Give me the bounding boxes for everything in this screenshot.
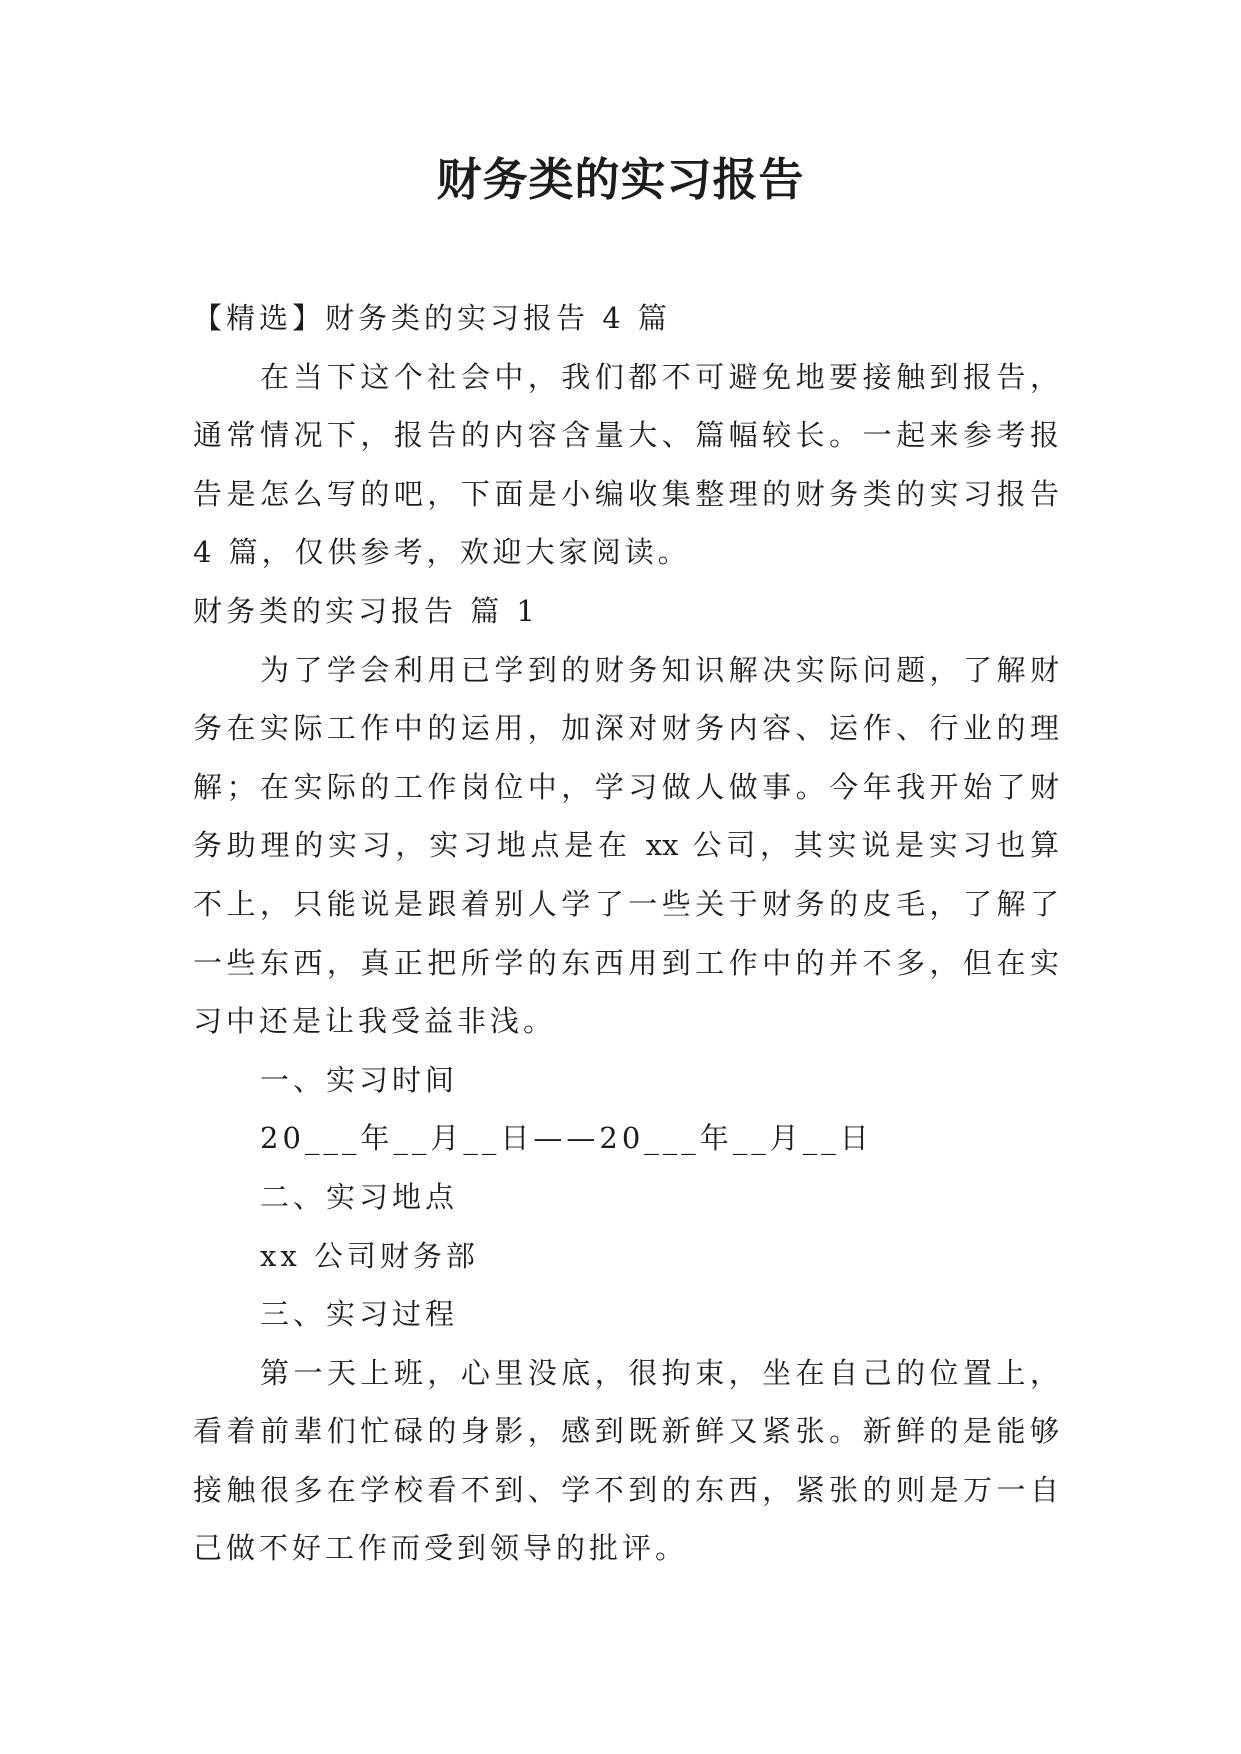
- paragraph-line: 不上，只能说是跟着别人学了一些关于财务的皮毛，了解了: [193, 886, 1059, 921]
- intro-line: 告是怎么写的吧，下面是小编收集整理的财务类的实习报告: [193, 476, 1059, 511]
- subtitle: 【精选】财务类的实习报告 4 篇: [193, 301, 671, 335]
- item-heading-location: 二、实习地点: [260, 1179, 459, 1214]
- item-heading-time: 一、实习时间: [260, 1062, 459, 1097]
- intro-line: 通常情况下，报告的内容含量大、篇幅较长。一起来参考报: [193, 418, 1059, 453]
- paragraph-line: 接触很多在学校看不到、学不到的东西，紧张的则是万一自: [193, 1472, 1059, 1507]
- intro-line: 4 篇，仅供参考，欢迎大家阅读。: [193, 535, 691, 570]
- paragraph-line: 看着前辈们忙碌的身影，感到既新鲜又紧张。新鲜的是能够: [193, 1414, 1059, 1449]
- paragraph-line: 第一天上班，心里没底，很拘束，坐在自己的位置上，: [260, 1355, 1059, 1390]
- paragraph-line: 为了学会利用已学到的财务知识解决实际问题，了解财: [260, 652, 1059, 687]
- paragraph-line: 一些东西，真正把所学的东西用到工作中的并不多，但在实: [193, 945, 1059, 980]
- item-content-location: xx 公司财务部: [260, 1238, 479, 1273]
- paragraph-line: 习中还是让我受益非浅。: [193, 1004, 557, 1039]
- paragraph-line: 务在实际工作中的运用，加深对财务内容、运作、行业的理: [193, 711, 1059, 746]
- item-heading-process: 三、实习过程: [260, 1297, 459, 1332]
- document-title: 财务类的实习报告: [436, 153, 805, 206]
- item-content-time: 20___年__月__日——20___年__月__日: [260, 1121, 873, 1156]
- paragraph-line: 解；在实际的工作岗位中，学习做人做事。今年我开始了财: [193, 769, 1059, 804]
- paragraph-line: 务助理的实习，实习地点是在 xx 公司，其实说是实习也算: [193, 828, 1059, 863]
- paragraph-line: 己做不好工作而受到领导的批评。: [193, 1531, 689, 1566]
- intro-line: 在当下这个社会中，我们都不可避免地要接触到报告，: [260, 359, 1059, 394]
- document-body: [193, 289, 1059, 1578]
- section-heading: 财务类的实习报告 篇 1: [193, 593, 539, 628]
